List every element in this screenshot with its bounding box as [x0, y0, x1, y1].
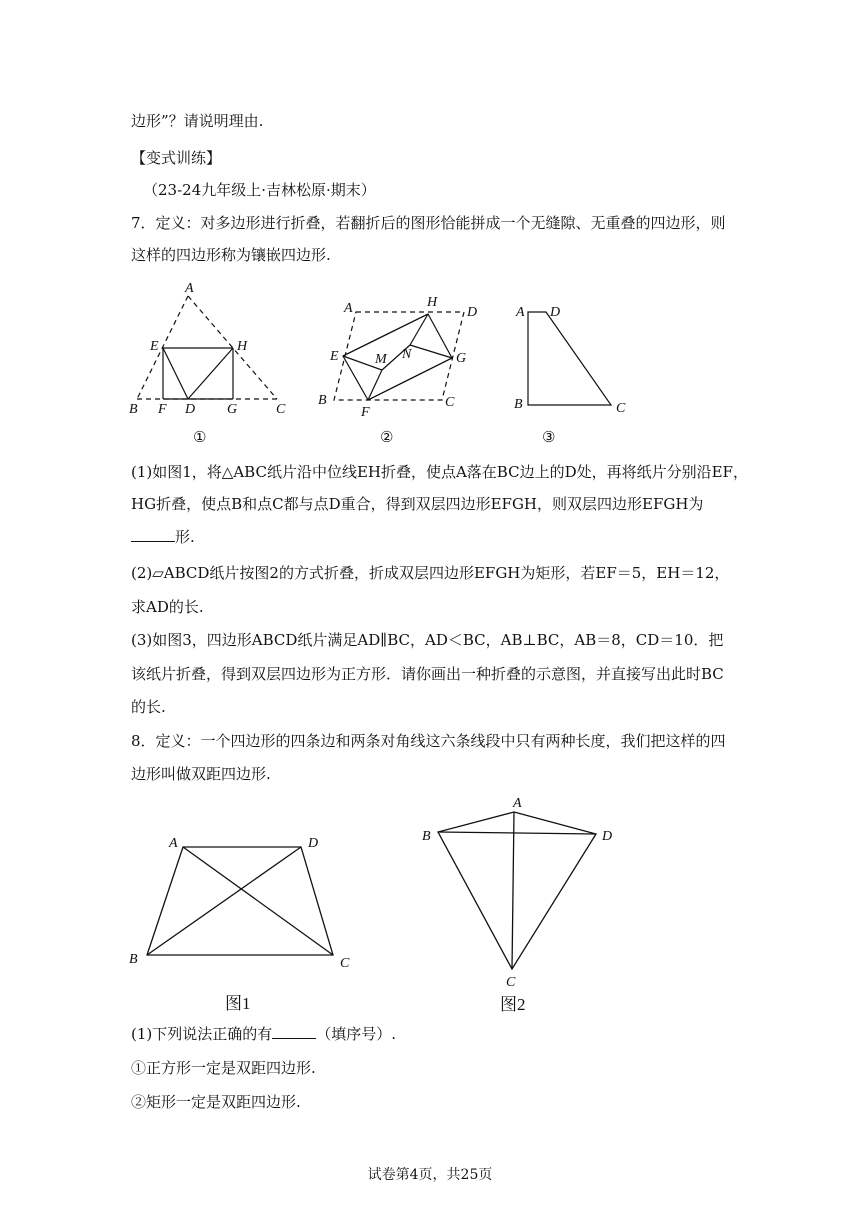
question-prefix: (1)下列说法正确的有	[131, 1025, 273, 1043]
label-C: C	[276, 402, 286, 417]
label-B: B	[422, 829, 431, 844]
problem-8-line-2: 边形叫做双距四边形.	[131, 765, 271, 783]
label-B: B	[129, 402, 138, 417]
figure-caption: ①	[193, 430, 207, 446]
problem-8-line-1: 8．定义：一个四边形的四条边和两条对角线这六条线段中只有两种长度，我们把这样的四	[131, 732, 726, 750]
answer-blank[interactable]	[272, 1024, 316, 1039]
problem-7-line-1: 7．定义：对多边形进行折叠，若翻折后的图形恰能拼成一个无缝隙、无重叠的四边形，则	[131, 214, 726, 232]
label-G: G	[456, 351, 467, 366]
option-2: ②矩形一定是双距四边形.	[131, 1093, 301, 1111]
question-1-line-2: HG折叠，使点B和点C都与点D重合，得到双层四边形EFGH，则双层四边形EFGH为	[131, 495, 704, 513]
section-heading: 【变式训练】	[131, 149, 222, 167]
source-note: （23-24九年级上·吉林松原·期末）	[143, 181, 376, 199]
question-3-line-3: 的长.	[131, 698, 166, 716]
page-footer: 试卷第4页，共25页	[367, 1167, 493, 1183]
question-2-line-1: (2)▱ABCD纸片按图2的方式折叠，折成双层四边形EFGH为矩形，若EF＝5，EH＝12，	[131, 564, 730, 582]
label-C: C	[445, 395, 455, 410]
label-A: A	[344, 301, 353, 316]
label-E: E	[330, 349, 339, 364]
label-D: D	[185, 402, 196, 417]
figure-3-trapezoid	[508, 298, 638, 448]
label-C: C	[506, 975, 516, 990]
label-A: A	[169, 836, 178, 851]
question-3-line-2: 该纸片折叠，得到双层四边形为正方形．请你画出一种折叠的示意图，并直接写出此时BC	[131, 665, 724, 683]
figure-2-parallelogram	[310, 290, 490, 450]
label-G: G	[227, 402, 238, 417]
label-D: D	[550, 305, 561, 320]
answer-blank[interactable]	[131, 527, 175, 542]
label-D: D	[602, 829, 613, 844]
question-2-line-2: 求AD的长.	[131, 598, 204, 616]
label-D: D	[467, 305, 478, 320]
figure-caption: ③	[542, 430, 556, 446]
label-F: F	[361, 405, 370, 420]
problem-7-line-2: 这样的四边形称为镶嵌四边形.	[131, 246, 331, 264]
label-E: E	[150, 339, 159, 354]
label-C: C	[340, 956, 350, 971]
problem-8-question-1	[131, 1024, 396, 1044]
figure-caption: 图1	[225, 994, 251, 1013]
figure-tu1-quadrilateral	[125, 825, 365, 1025]
label-H: H	[427, 295, 438, 310]
label-B: B	[129, 952, 138, 967]
label-N: N	[402, 347, 412, 362]
label-A: A	[513, 796, 522, 811]
figure-caption: ②	[380, 430, 394, 446]
label-B: B	[318, 393, 327, 408]
question-suffix: （填序号）.	[316, 1025, 397, 1043]
question-3-line-1: (3)如图3，四边形ABCD纸片满足AD∥BC，AD＜BC，AB⊥BC，AB＝8，CD＝10．把	[131, 631, 724, 649]
figure-tu2-kite	[418, 792, 628, 1022]
option-1: ①正方形一定是双距四边形.	[131, 1059, 316, 1077]
question-1-line-3	[131, 527, 195, 547]
question-1-suffix: 形.	[175, 528, 195, 546]
label-C: C	[616, 401, 626, 416]
figure-caption: 图2	[500, 995, 526, 1014]
label-B: B	[514, 397, 523, 412]
label-D: D	[308, 836, 319, 851]
label-M: M	[375, 352, 387, 367]
label-F: F	[158, 402, 167, 417]
label-A: A	[516, 305, 525, 320]
text-line: 边形”？请说明理由.	[131, 112, 264, 130]
question-1-line-1: (1)如图1，将△ABC纸片沿中位线EH折叠，使点A落在BC边上的D处，再将纸片分别沿EF，	[131, 463, 748, 481]
label-A: A	[185, 281, 194, 296]
figure-1-triangle	[125, 278, 295, 448]
label-H: H	[237, 339, 248, 354]
